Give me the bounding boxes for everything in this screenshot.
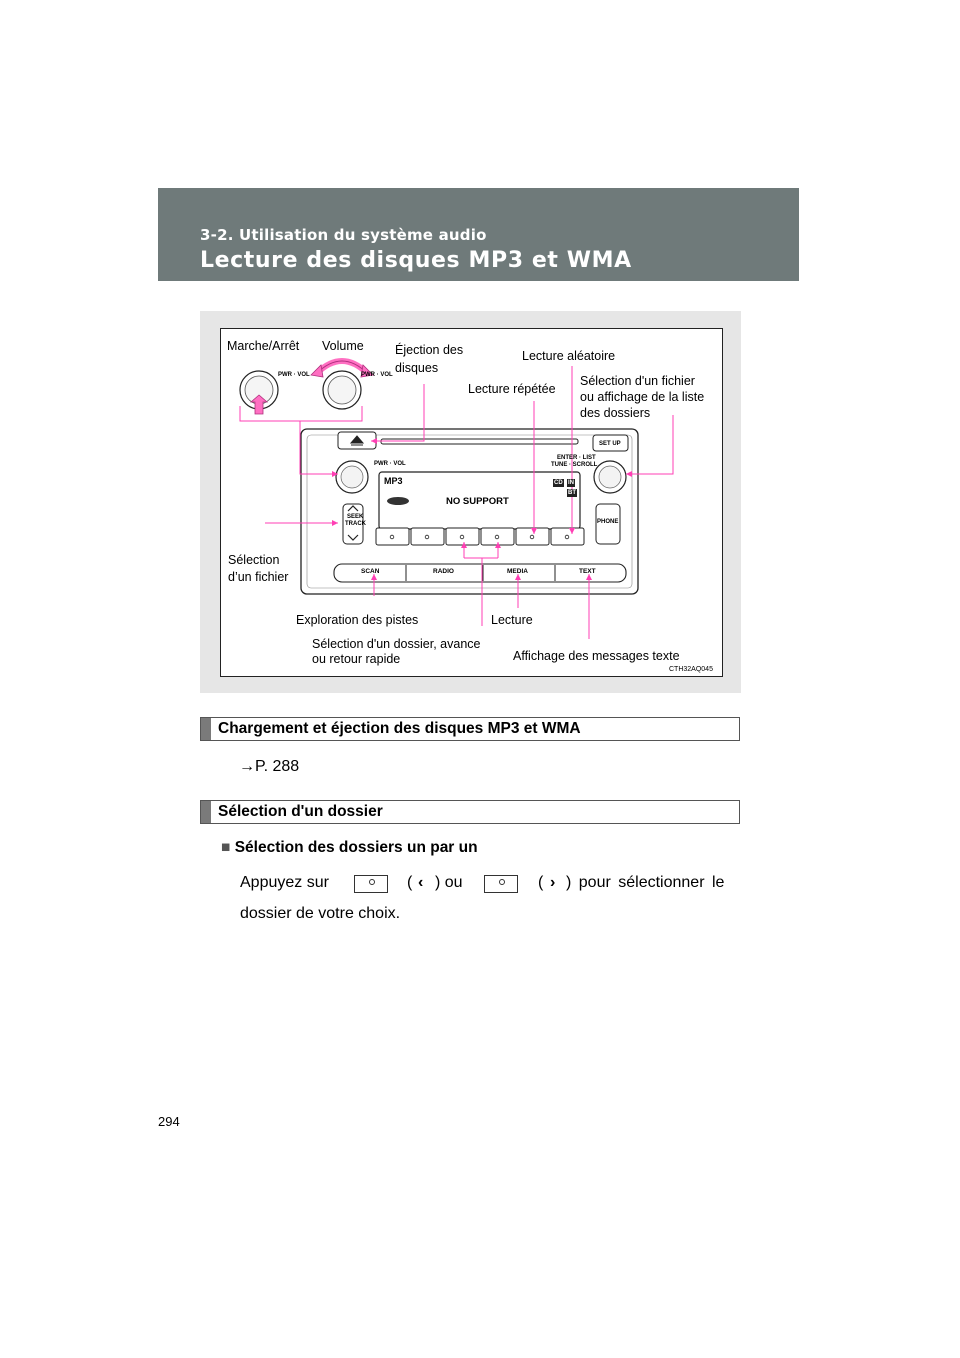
instruction-text-1: Appuyez sur — [240, 874, 329, 891]
track-label: TRACK — [345, 521, 366, 527]
instruction-line-2: dossier de votre choix. — [240, 905, 401, 922]
callout-volume: Volume — [322, 339, 364, 353]
callout-eject-1: Éjection des — [395, 343, 464, 357]
display-mode: MP3 — [384, 476, 403, 486]
knob-label-2: PWR · VOL — [361, 372, 393, 378]
knob-label: PWR · VOL — [278, 372, 310, 378]
page-header — [158, 188, 799, 281]
callout-random: Lecture aléatoire — [522, 349, 616, 363]
callout-file-select-2: d’un fichier — [228, 570, 289, 584]
bt-badge: BT — [568, 490, 576, 496]
callout-repeat: Lecture répétée — [468, 382, 556, 396]
figure-code: CTH32AQ045 — [669, 666, 713, 673]
callout-folder-2: ou retour rapide — [312, 652, 401, 666]
display-message: NO SUPPORT — [446, 496, 509, 507]
callout-file-list-2: ou affichage de la liste — [580, 390, 705, 404]
section-heading-bar-folder — [200, 800, 740, 824]
section-heading-folder: Sélection d'un dossier — [218, 803, 383, 820]
instruction-paren-2: ( — [538, 874, 544, 891]
audio-unit-figure — [220, 328, 723, 677]
preset-button-icon-2 — [484, 875, 518, 893]
section-heading-loading: Chargement et éjection des disques MP3 et WMA — [218, 720, 581, 737]
chevron-right-icon: › — [550, 874, 556, 891]
callout-power: Marche/Arrêt — [227, 339, 300, 353]
in-badge: IN — [568, 480, 574, 486]
callout-file-list-1: Sélection d'un fichier — [580, 374, 695, 388]
power-knob-illustration — [240, 371, 278, 414]
sub-heading-text: Sélection des dossiers un par un — [234, 839, 478, 856]
callout-play: Lecture — [491, 613, 533, 627]
square-bullet-icon: ■ — [221, 839, 231, 856]
media-button-label: MEDIA — [507, 568, 528, 575]
reference-line — [239, 758, 299, 776]
callout-scan: Exploration des pistes — [296, 613, 419, 627]
callout-eject-2: disques — [395, 361, 439, 375]
phone-label: PHONE — [597, 519, 619, 525]
preset-button-icon — [354, 875, 388, 893]
tune-scroll-label: TUNE · SCROLL — [551, 462, 598, 468]
callout-file-select-1: Sélection — [228, 553, 280, 567]
text-button-label: TEXT — [579, 568, 596, 575]
enter-list-label: ENTER · LIST — [557, 455, 596, 461]
instruction-paren-1: ( — [407, 874, 413, 891]
instruction-text-2: ) ou — [435, 874, 463, 891]
seek-label: SEEK — [347, 514, 364, 520]
page-title: Lecture des disques MP3 et WMA — [200, 248, 632, 273]
page-reference-link[interactable]: P. 288 — [255, 758, 300, 775]
scan-button-label: SCAN — [361, 568, 380, 575]
device-knob-label: PWR · VOL — [374, 461, 406, 467]
sub-heading — [221, 839, 478, 857]
callout-text-display: Affichage des messages texte — [513, 649, 680, 663]
volume-knob-illustration — [311, 361, 373, 409]
page-number: 294 — [158, 1114, 180, 1129]
cd-badge: CD — [554, 480, 563, 486]
section-title: 3-2. Utilisation du système audio — [200, 226, 487, 244]
callout-folder-1: Sélection d'un dossier, avance — [312, 637, 481, 651]
instruction-text-3: ) pour sélectionner le — [566, 874, 725, 891]
callout-file-list-3: des dossiers — [580, 406, 651, 420]
instruction-line-1 — [240, 874, 740, 898]
arrow-icon: → — [239, 758, 255, 775]
section-heading-bar-loading — [200, 717, 740, 741]
setup-label: SET UP — [599, 441, 621, 447]
radio-button-label: RADIO — [433, 568, 454, 575]
chevron-left-icon: ‹ — [418, 874, 424, 891]
